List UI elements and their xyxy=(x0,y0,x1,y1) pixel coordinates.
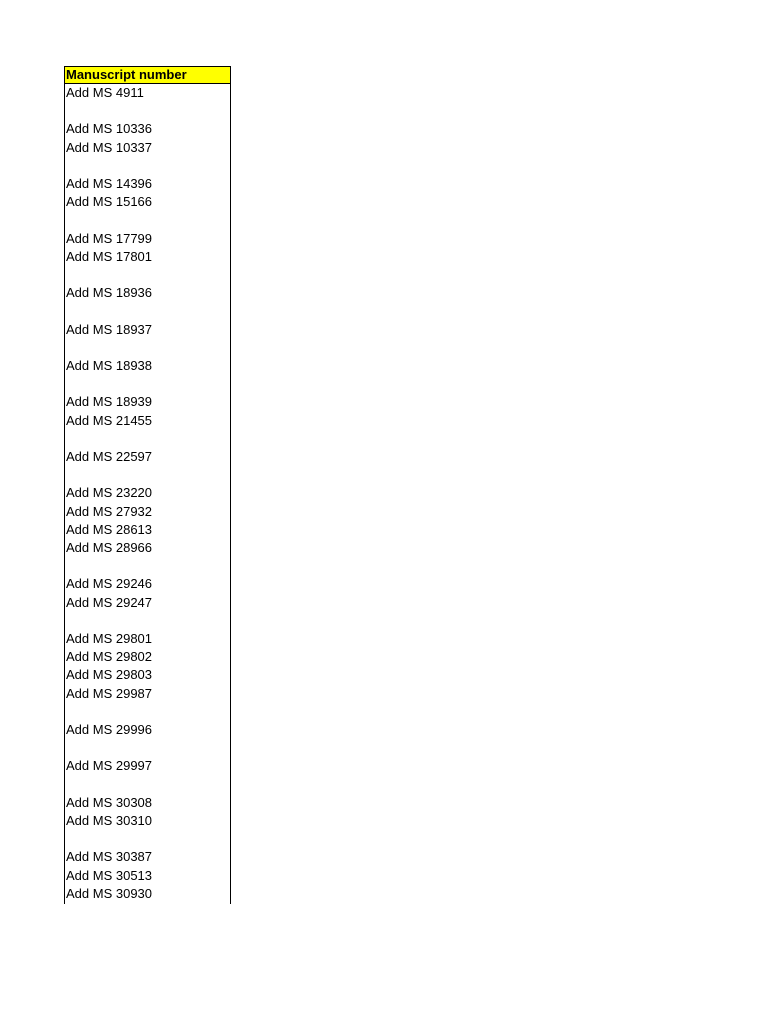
table-row[interactable]: Add MS 10336 xyxy=(66,121,153,137)
table-row[interactable]: Add MS 27932 xyxy=(66,503,153,519)
table-row[interactable]: Add MS 18937 xyxy=(66,321,153,337)
table-row[interactable]: Add MS 29801 xyxy=(66,631,153,646)
table-row[interactable] xyxy=(65,776,230,794)
cell-list xyxy=(65,66,230,904)
table-row[interactable] xyxy=(65,339,230,357)
table-row[interactable]: Add MS 30387 xyxy=(66,849,153,865)
table-row[interactable] xyxy=(65,302,230,320)
table-row[interactable]: Add MS 30930 xyxy=(66,885,153,901)
table-row[interactable] xyxy=(65,703,230,721)
table-row[interactable] xyxy=(65,211,230,229)
table-row[interactable]: Add MS 28613 xyxy=(66,521,153,537)
table-row[interactable] xyxy=(65,430,230,448)
table-row[interactable]: Add MS 17799 xyxy=(66,230,153,246)
table-row[interactable]: Add MS 29997 xyxy=(66,758,153,774)
table-row[interactable] xyxy=(65,266,230,284)
manuscript-number-column xyxy=(64,66,231,904)
table-row[interactable]: Add MS 28966 xyxy=(66,540,153,555)
table-row[interactable]: Add MS 29987 xyxy=(66,685,153,701)
table-row[interactable]: Add MS 29996 xyxy=(66,722,153,737)
table-row[interactable]: Add MS 30308 xyxy=(66,794,153,810)
table-row[interactable]: Add MS 18936 xyxy=(66,285,153,301)
table-row[interactable]: Add MS 29803 xyxy=(66,667,153,683)
table-row[interactable] xyxy=(65,830,230,848)
table-row[interactable]: Add MS 18938 xyxy=(66,358,153,373)
table-row[interactable]: Add MS 14396 xyxy=(66,176,153,191)
table-row[interactable]: Add MS 21455 xyxy=(66,412,153,428)
table-row[interactable]: Add MS 29247 xyxy=(66,594,153,610)
table-row[interactable] xyxy=(65,557,230,575)
table-row[interactable] xyxy=(65,375,230,393)
table-row[interactable] xyxy=(65,612,230,630)
table-row[interactable]: Add MS 30310 xyxy=(66,813,153,828)
table-row[interactable] xyxy=(65,466,230,484)
table-row[interactable]: Add MS 18939 xyxy=(66,394,153,410)
table-row[interactable] xyxy=(65,739,230,757)
table-row[interactable]: Add MS 4911 xyxy=(66,85,144,100)
table-row[interactable]: Add MS 29802 xyxy=(66,649,153,665)
table-row[interactable]: Add MS 10337 xyxy=(66,139,153,155)
table-row[interactable]: Add MS 15166 xyxy=(66,194,153,210)
table-row[interactable]: Add MS 22597 xyxy=(66,449,153,464)
table-row[interactable]: Add MS 30513 xyxy=(66,867,153,883)
table-row[interactable] xyxy=(65,102,230,120)
table-row[interactable]: Add MS 23220 xyxy=(66,485,153,501)
table-row[interactable]: Add MS 17801 xyxy=(66,248,153,264)
table-row[interactable] xyxy=(65,157,230,175)
column-header-manuscript-number[interactable]: Manuscript number xyxy=(65,66,230,84)
table-row[interactable]: Add MS 29246 xyxy=(66,576,153,592)
